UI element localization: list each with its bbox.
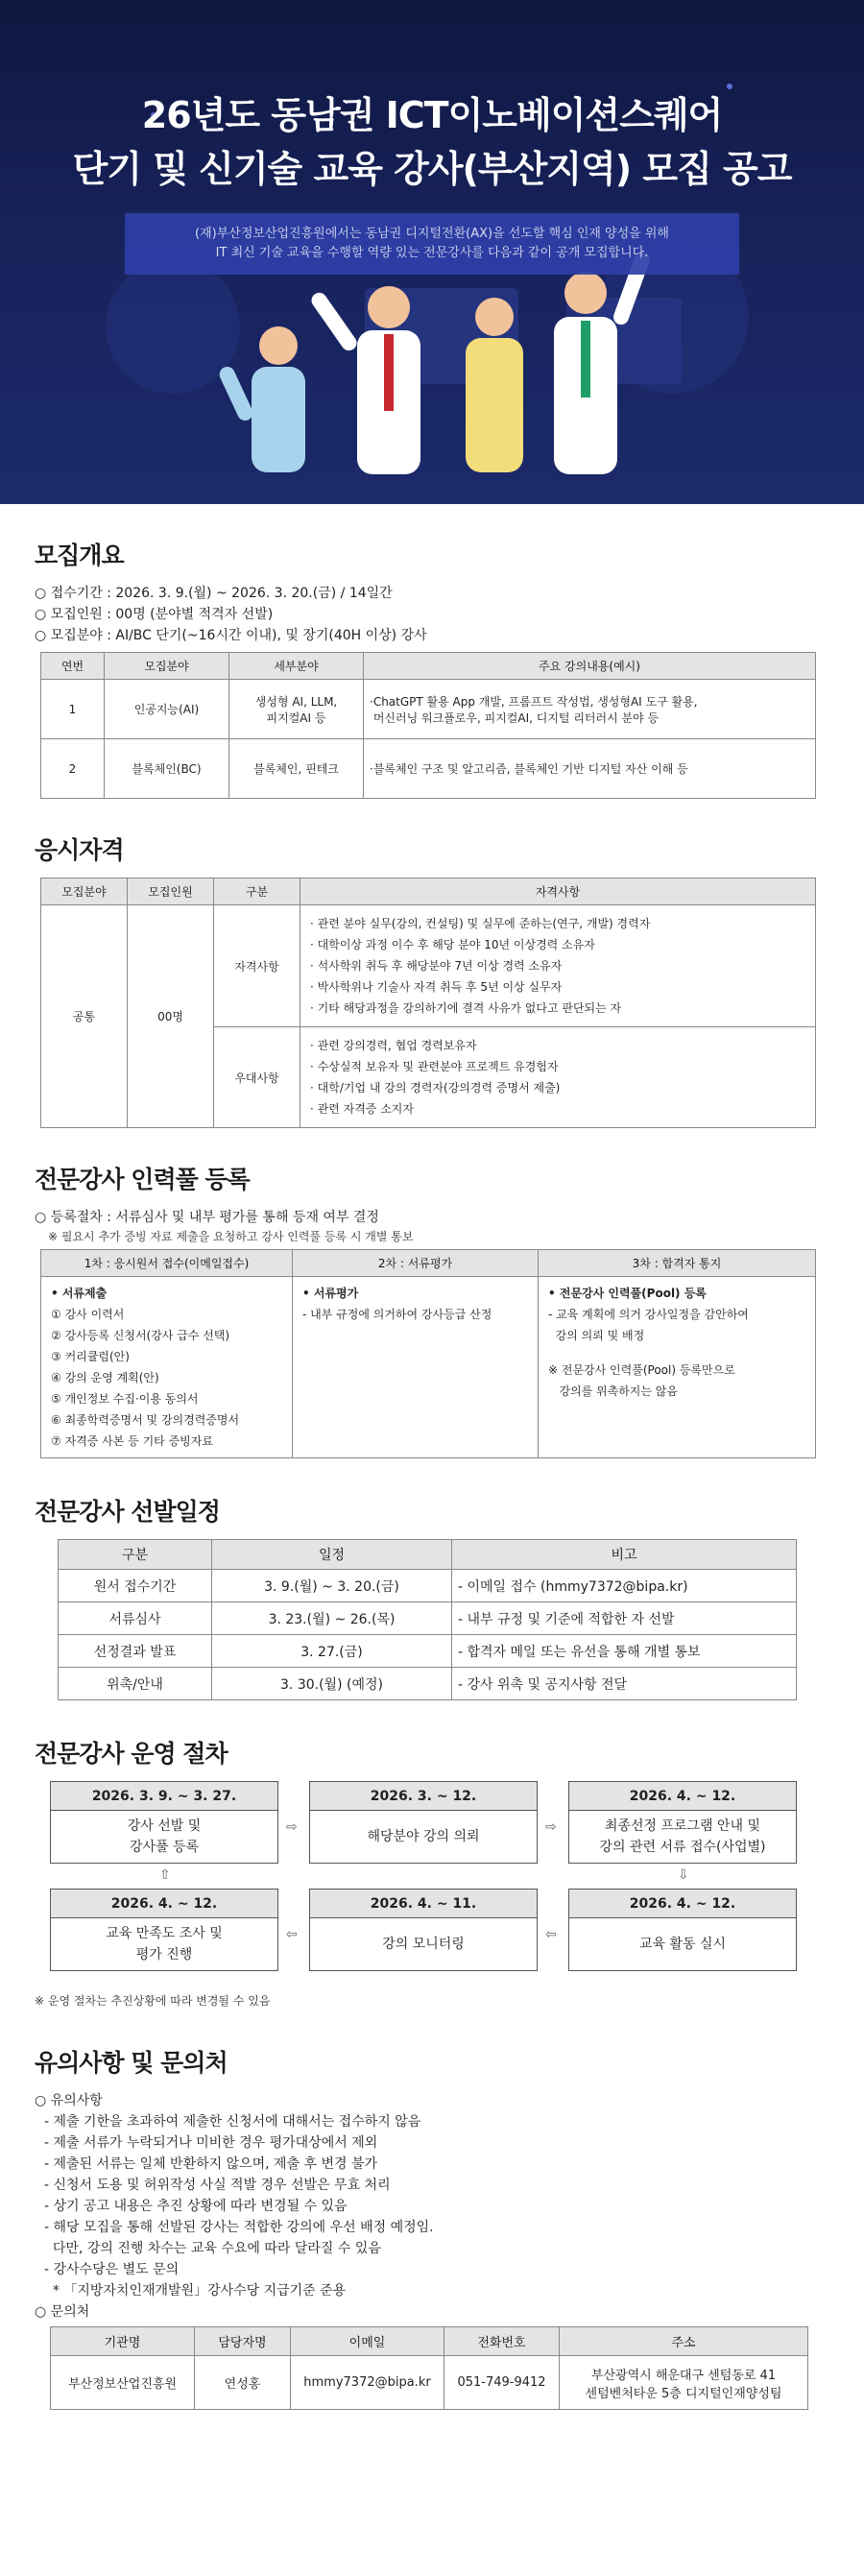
document-item: ⑥ 최종학력증명서 및 강의경력증명서 (51, 1413, 240, 1427)
step-body: 해당분야 강의 의뢰 (367, 1829, 480, 1844)
hero-intro-line2: IT 최신 기술 교육을 수행할 역량 있는 전문강사를 다음과 같이 공개 모집합니다. (215, 246, 649, 260)
notice-item: - 제출된 서류는 일체 반환하지 않으며, 제출 후 변경 불가 (44, 2156, 378, 2172)
step2-item: - 내부 규정에 의거하여 강사등급 산정 (302, 1308, 492, 1321)
step-line: 최종선정 프로그램 안내 및 (604, 1818, 761, 1834)
qualification-item: · 석사학위 취득 후 해당분야 7년 이상 경력 소유자 (310, 959, 563, 973)
step-body: 교육 활동 실시 (638, 1937, 727, 1952)
cell-field: 블록체인(BC) (105, 739, 229, 799)
overview-count: ○ 모집인원 : 00명 (분야별 적격자 선발) (35, 607, 274, 622)
hero-title-line2: 단기 및 신기술 교육 강사(부산지역) 모집 공고 (72, 148, 792, 190)
cell-sub-line: 생성형 AI, LLM, (254, 694, 338, 709)
preference-item: · 수상실적 보유자 및 관련분야 프로젝트 유경험자 (310, 1060, 559, 1073)
cell-detail (300, 905, 816, 1027)
notice-item: - 강사수당은 별도 문의 (44, 2262, 180, 2277)
th-item: 구분 (59, 1540, 212, 1570)
th-org: 기관명 (51, 2327, 195, 2356)
th-step3: 3차 : 합격자 통지 (539, 1250, 816, 1277)
procedure-step (309, 1889, 538, 1971)
schedule-table (58, 1539, 797, 1700)
cell-count: 00명 (128, 905, 214, 1128)
cell-sub (229, 680, 364, 739)
notice-item: * 「지방자치인재개발원」강사수당 지급기준 준용 (44, 2283, 347, 2299)
notice-section (0, 2044, 864, 2410)
th-address: 주소 (560, 2327, 808, 2356)
procedure-title: 전문강사 운영 절차 (35, 1740, 228, 1768)
notice-title: 유의사항 및 문의처 (35, 2049, 228, 2077)
th-remark: 비고 (452, 1540, 797, 1570)
cell-detail (300, 1027, 816, 1128)
procedure-step (309, 1781, 538, 1864)
overview-field: ○ 모집분야 : AI/BC 단기(~16시간 이내), 및 장기(40H 이상) 강사 (35, 628, 427, 643)
schedule-section (0, 1493, 864, 1700)
table-row (41, 739, 816, 799)
th-step1: 1차 : 응시원서 접수(이메일접수) (41, 1250, 293, 1277)
cell-item: 위촉/안내 (59, 1668, 212, 1700)
hero-banner (0, 0, 864, 504)
step-body (51, 1918, 277, 1970)
cell-desc: ·블록체인 구조 및 알고리즘, 블록체인 기반 디지털 자산 이해 등 (364, 739, 816, 799)
overview-table (40, 652, 816, 799)
notice-item: - 제출 기한을 초과하여 제출한 신청서에 대해서는 접수하지 않음 (44, 2114, 421, 2130)
pool-title: 전문강사 인력풀 등록 (35, 1166, 250, 1193)
preference-item: · 관련 자격증 소지자 (310, 1102, 414, 1116)
cell-item: 선정결과 발표 (59, 1635, 212, 1668)
hero-intro (125, 213, 739, 275)
contact-table (50, 2326, 808, 2410)
document-item: ③ 커리큘럼(안) (51, 1350, 130, 1363)
step-date: 2026. 4. ~ 11. (310, 1890, 537, 1918)
notice-item: - 신청서 도용 및 허위작성 사실 적발 경우 선발은 무효 처리 (44, 2178, 391, 2193)
preference-item: · 관련 강의경력, 협업 경력보유자 (310, 1039, 477, 1052)
notice-list (35, 2111, 829, 2301)
arrow-left-icon: ⇦ (545, 1927, 557, 1942)
step-line: 평가 진행 (135, 1947, 193, 1962)
th-no: 연번 (41, 653, 105, 680)
procedure-step (568, 1781, 797, 1864)
cell-sub: 블록체인, 핀테크 (229, 739, 364, 799)
th-field: 모집분야 (105, 653, 229, 680)
procedure-section (0, 1735, 864, 2010)
step-body (569, 1811, 796, 1863)
cell-type: 우대사항 (214, 1027, 300, 1128)
arrow-down-icon: ⇩ (678, 1867, 689, 1883)
cell-step2 (293, 1277, 539, 1458)
step3-title: • 전문강사 인력풀(Pool) 등록 (548, 1287, 707, 1300)
pool-procedure: ○ 등록절차 : 서류심사 및 내부 평가를 통해 등재 여부 결정 (35, 1210, 379, 1225)
document-item: ② 강사등록 신청서(강사 급수 선택) (51, 1329, 230, 1342)
step-date: 2026. 3. ~ 12. (310, 1782, 537, 1811)
cell-remark: - 내부 규정 및 기준에 적합한 자 선발 (452, 1602, 797, 1635)
step-line: 강의 관련 서류 접수(사업별) (599, 1840, 766, 1855)
arrow-right-icon: ⇨ (286, 1819, 298, 1835)
step2-title: • 서류평가 (302, 1287, 359, 1300)
schedule-title: 전문강사 선발일정 (35, 1498, 220, 1526)
document-item: ④ 강의 운영 계획(안) (51, 1371, 159, 1384)
cell-person: 연성홍 (195, 2356, 291, 2410)
notice-item: - 상기 공고 내용은 추진 상황에 따라 변경될 수 있음 (44, 2199, 348, 2214)
step-line: 강사풀 등록 (129, 1840, 200, 1855)
table-row (59, 1668, 797, 1700)
step-date: 2026. 4. ~ 12. (569, 1890, 796, 1918)
arrow-right-icon: ⇨ (545, 1819, 557, 1835)
cell-step1 (41, 1277, 293, 1458)
address-line: 센텀벤처타운 5층 디지털인재양성팀 (585, 2386, 782, 2401)
notice-head: ○ 유의사항 (35, 2093, 103, 2108)
cell-item: 원서 접수기간 (59, 1570, 212, 1602)
hero-title-line1: 26년도 동남권 ICT이노베이션스퀘어 (141, 94, 723, 136)
step3-item: ※ 전문강사 인력풀(Pool) 등록만으로 (548, 1363, 735, 1377)
notice-item: 다만, 강의 진행 차수는 교육 수요에 따라 달라질 수 있음 (44, 2241, 381, 2256)
arrow-left-icon: ⇦ (286, 1927, 298, 1942)
step-date: 2026. 3. 9. ~ 3. 27. (51, 1782, 277, 1811)
cell-step3 (539, 1277, 816, 1458)
th-count: 모집인원 (128, 879, 214, 905)
cell-remark: - 이메일 접수 (hmmy7372@bipa.kr) (452, 1570, 797, 1602)
notice-item: - 해당 모집을 통해 선발된 강사는 적합한 강의에 우선 배정 예정임. (44, 2220, 434, 2235)
th-type: 구분 (214, 879, 300, 905)
procedure-step (50, 1781, 278, 1864)
qualification-section (0, 831, 864, 1128)
th-email: 이메일 (291, 2327, 444, 2356)
cell-no: 1 (41, 680, 105, 739)
procedure-flow (35, 1781, 829, 1994)
pool-note: ※ 필요시 추가 증빙 자료 제출을 요청하고 강사 인력풀 등록 시 개별 통보 (48, 1230, 414, 1243)
th-detail: 자격사항 (300, 879, 816, 905)
preference-item: · 대학/기업 내 강의 경력자(강의경력 증명서 제출) (310, 1081, 561, 1095)
table-row (59, 1635, 797, 1668)
cell-type: 자격사항 (214, 905, 300, 1027)
cell-item: 서류심사 (59, 1602, 212, 1635)
table-row (59, 1602, 797, 1635)
th-date: 일정 (212, 1540, 452, 1570)
qualification-item: · 대학이상 과정 이수 후 해당 분야 10년 이상경력 소유자 (310, 938, 595, 951)
cell-desc-line: ·ChatGPT 활용 App 개발, 프롬프트 작성법, 생성형AI 도구 활용, (370, 694, 698, 709)
table-row (59, 1570, 797, 1602)
arrow-up-icon: ⇧ (159, 1867, 171, 1883)
cell-email[interactable]: hmmy7372@bipa.kr (291, 2356, 444, 2410)
qualification-title: 응시자격 (35, 836, 124, 864)
step3-item: 강의를 위촉하지는 않음 (548, 1384, 678, 1398)
cell-date: 3. 27.(금) (212, 1635, 452, 1668)
step-line: 강사 선발 및 (127, 1818, 202, 1834)
th-field: 모집분야 (41, 879, 128, 905)
th-sub: 세부분야 (229, 653, 364, 680)
procedure-step (50, 1889, 278, 1971)
document-item: ⑦ 자격증 사본 등 기타 증빙자료 (51, 1434, 213, 1448)
document-item: ① 강사 이력서 (51, 1308, 125, 1321)
contact-head: ○ 문의처 (35, 2304, 90, 2320)
cell-no: 2 (41, 739, 105, 799)
cell-desc (364, 680, 816, 739)
qualification-item: · 관련 분야 실무(강의, 컨설팅) 및 실무에 준하는(연구, 개발) 경력자 (310, 917, 651, 930)
procedure-note: ※ 운영 절차는 추진상황에 따라 변경될 수 있음 (35, 1994, 271, 2008)
cell-sub-line: 피지컬AI 등 (266, 710, 326, 725)
cell-date: 3. 9.(월) ~ 3. 20.(금) (212, 1570, 452, 1602)
step-date: 2026. 4. ~ 12. (51, 1890, 277, 1918)
overview-period: ○ 접수기간 : 2026. 3. 9.(월) ~ 2026. 3. 20.(금) / 14일간 (35, 586, 393, 601)
cell-address (560, 2356, 808, 2410)
table-row (41, 680, 816, 739)
step-body (51, 1811, 277, 1863)
cell-phone: 051-749-9412 (444, 2356, 560, 2410)
notice-item: - 제출 서류가 누락되거나 미비한 경우 평가대상에서 제외 (44, 2135, 378, 2151)
cell-date: 3. 23.(월) ~ 26.(목) (212, 1602, 452, 1635)
table-row (41, 905, 816, 1027)
cell-remark: - 강사 위촉 및 공지사항 전달 (452, 1668, 797, 1700)
cell-field: 인공지능(AI) (105, 680, 229, 739)
hero-intro-line1: (재)부산정보산업진흥원에서는 동남권 디지털전환(AX)을 선도할 핵심 인재 양성을 위해 (195, 227, 669, 241)
step-date: 2026. 4. ~ 12. (569, 1782, 796, 1811)
pool-table (40, 1249, 816, 1458)
overview-section (0, 537, 864, 799)
document-item: ⑤ 개인정보 수집·이용 동의서 (51, 1392, 199, 1406)
table-row (51, 2356, 808, 2410)
cell-remark: - 합격자 메일 또는 유선을 통해 개별 통보 (452, 1635, 797, 1668)
procedure-step (568, 1889, 797, 1971)
table-row (41, 1277, 816, 1458)
cell-date: 3. 30.(월) (예정) (212, 1668, 452, 1700)
cell-org: 부산정보산업진흥원 (51, 2356, 195, 2410)
th-step2: 2차 : 서류평가 (293, 1250, 539, 1277)
hero-title (0, 88, 864, 196)
step3-item: - 교육 계획에 의거 강사일정을 감안하여 (548, 1308, 749, 1321)
overview-title: 모집개요 (35, 542, 124, 569)
th-phone: 전화번호 (444, 2327, 560, 2356)
th-desc: 주요 강의내용(예시) (364, 653, 816, 680)
pool-section (0, 1161, 864, 1458)
qualification-table (40, 878, 816, 1128)
cell-desc-line: 머신러닝 워크플로우, 피지컬AI, 디지털 리터러시 분야 등 (370, 710, 660, 725)
qualification-item: · 기타 해당과정을 강의하기에 결격 사유가 없다고 판단되는 자 (310, 1001, 622, 1015)
cell-field: 공통 (41, 905, 128, 1128)
step-body: 강의 모니터링 (382, 1937, 465, 1952)
address-line: 부산광역시 해운대구 센텀동로 41 (590, 2368, 777, 2383)
th-person: 담당자명 (195, 2327, 291, 2356)
step3-item: 강의 의뢰 및 배정 (548, 1329, 645, 1342)
qualification-item: · 박사학위나 기술사 자격 취득 후 5년 이상 실무자 (310, 980, 563, 994)
step1-title: • 서류제출 (51, 1287, 108, 1300)
step-line: 교육 만족도 조사 및 (106, 1926, 223, 1941)
spacer (548, 1346, 805, 1360)
